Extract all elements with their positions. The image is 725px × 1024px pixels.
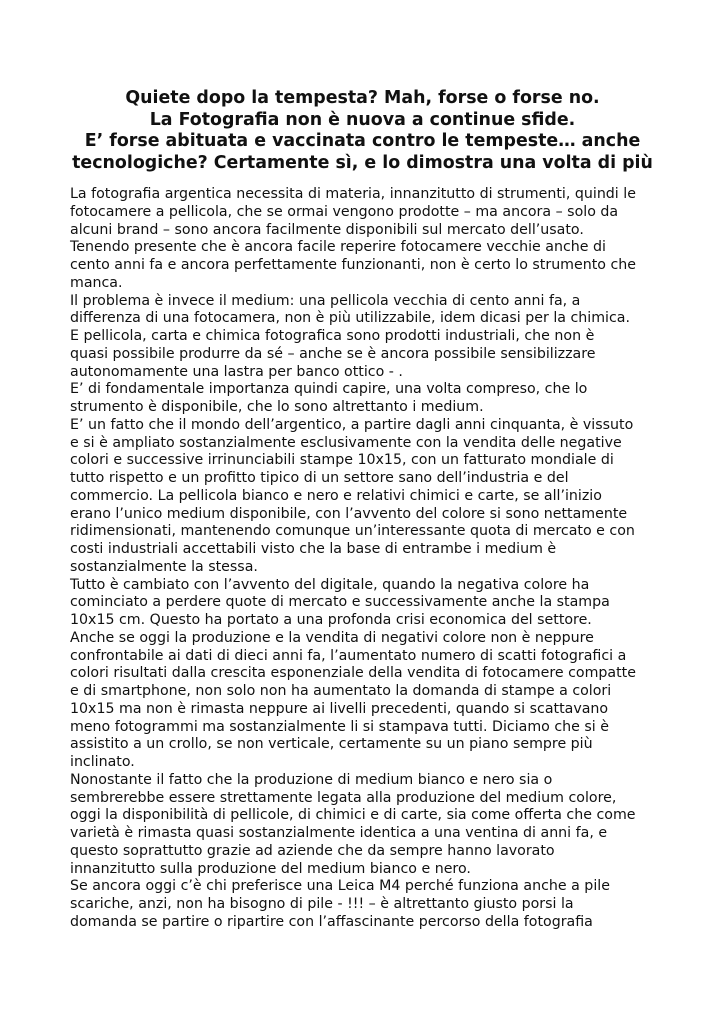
body-line: 10x15 ma non è rimasta neppure ai livelli precedenti, quando si scattavano <box>70 700 609 717</box>
body-line: E’ di fondamentale importanza quindi capire, una volta compreso, che lo <box>70 381 588 398</box>
heading-line: La Fotografia non è nuova a continue sfide. <box>149 109 576 130</box>
body-line: e di smartphone, non solo non ha aumentato la domanda di stampe a colori <box>70 683 612 699</box>
body-line: meno fotogrammi ma sostanzialmente li si stampava tutti. Diciamo che si è <box>70 718 609 735</box>
heading-line: tecnologiche? Certamente sì, e lo dimostra una volta di più <box>72 152 653 173</box>
body-line: La fotografia argentica necessita di materia, innanzitutto di strumenti, quindi le <box>70 186 636 202</box>
body-line: Nonostante il fatto che la produzione di medium bianco e nero sia o <box>70 771 553 788</box>
body-line: commercio. La pellicola bianco e nero e relativi chimici e carte, se all’inizio <box>70 487 602 504</box>
body-line: Tenendo presente che è ancora facile reperire fotocamere vecchie anche di <box>70 239 606 256</box>
body-line: innanzitutto sulla produzione del medium bianco e nero. <box>70 860 471 877</box>
body-line: varietà è rimasta quasi sostanzialmente identica a una ventina di anni fa, e <box>70 825 608 841</box>
article-heading <box>60 88 665 174</box>
body-line: ridimensionati, mantenendo comunque un’interessante quota di mercato e con <box>70 523 635 540</box>
body-line: sembrerebbe essere strettamente legata alla produzione del medium colore, <box>70 789 617 806</box>
body-line: erano l’unico medium disponibile, con l’avvento del colore si sono nettamente <box>70 505 628 522</box>
body-line: E pellicola, carta e chimica fotografica sono prodotti industriali, che non è <box>70 328 595 344</box>
body-line: cominciato a perdere quote di mercato e successivamente anche la stampa <box>70 594 610 611</box>
heading-line: Quiete dopo la tempesta? Mah, forse o forse no. <box>125 88 600 108</box>
body-line: cento anni fa e ancora perfettamente funzionanti, non è certo lo strumento che <box>70 257 636 273</box>
body-line: questo soprattutto grazie ad aziende che da sempre hanno lavorato <box>70 842 555 859</box>
body-line: sostanzialmente la stessa. <box>70 558 258 575</box>
body-line: differenza di una fotocamera, non è più utilizzabile, idem dicasi per la chimica. <box>70 310 630 327</box>
body-line: domanda se partire o ripartire con l’affascinante percorso della fotografia <box>70 913 593 930</box>
body-line: Tutto è cambiato con l’avvento del digitale, quando la negativa colore ha <box>70 576 590 593</box>
body-line: autonomamente una lastra per banco ottico - . <box>70 363 403 380</box>
article-body <box>70 186 670 932</box>
body-line: Se ancora oggi c’è chi preferisce una Leica M4 perché funziona anche a pile <box>70 878 610 895</box>
body-line: 10x15 cm. Questo ha portato a una profonda crisi economica del settore. <box>70 612 592 628</box>
body-line: oggi la disponibilità di pellicole, di chimici e di carte, sia come offerta che come <box>70 807 636 824</box>
body-line: alcuni brand – sono ancora facilmente disponibili sul mercato dell’usato. <box>70 221 584 238</box>
body-line: costi industriali accettabili visto che la base di entrambe i medium è <box>70 541 557 557</box>
body-line: manca. <box>70 274 123 291</box>
body-line: Anche se oggi la produzione e la vendita di negativi colore non è neppure <box>70 629 594 646</box>
heading-line: E’ forse abituata e vaccinata contro le tempeste… anche <box>84 131 641 152</box>
body-line: fotocamere a pellicola, che se ormai vengono prodotte – ma ancora – solo da <box>70 203 619 220</box>
body-line: e si è ampliato sostanzialmente esclusivamente con la vendita delle negative <box>70 434 622 451</box>
body-line: scariche, anzi, non ha bisogno di pile - !!! – è altrettanto giusto porsi la <box>70 896 574 912</box>
body-line: strumento è disponibile, che lo sono altrettanto i medium. <box>70 399 484 415</box>
body-line: confrontabile ai dati di dieci anni fa, l’aumentato numero di scatti fotografici a <box>70 647 627 664</box>
body-line: tutto rispetto e un profitto tipico di un settore sano dell’industria e del <box>70 470 569 486</box>
body-line: assistito a un crollo, se non verticale, certamente su un piano sempre più <box>70 736 593 753</box>
body-line: quasi possibile produrre da sé – anche se è ancora possibile sensibilizzare <box>70 345 596 362</box>
body-line: colori risultati dalla crescita esponenziale della vendita di fotocamere compatte <box>70 665 636 682</box>
body-line: E’ un fatto che il mondo dell’argentico, a partire dagli anni cinquanta, è vissuto <box>70 416 634 433</box>
body-line: colori e successive irrinunciabili stampe 10x15, con un fatturato mondiale di <box>70 452 614 469</box>
body-line: inclinato. <box>70 754 135 770</box>
body-line: Il problema è invece il medium: una pellicola vecchia di cento anni fa, a <box>70 292 581 309</box>
